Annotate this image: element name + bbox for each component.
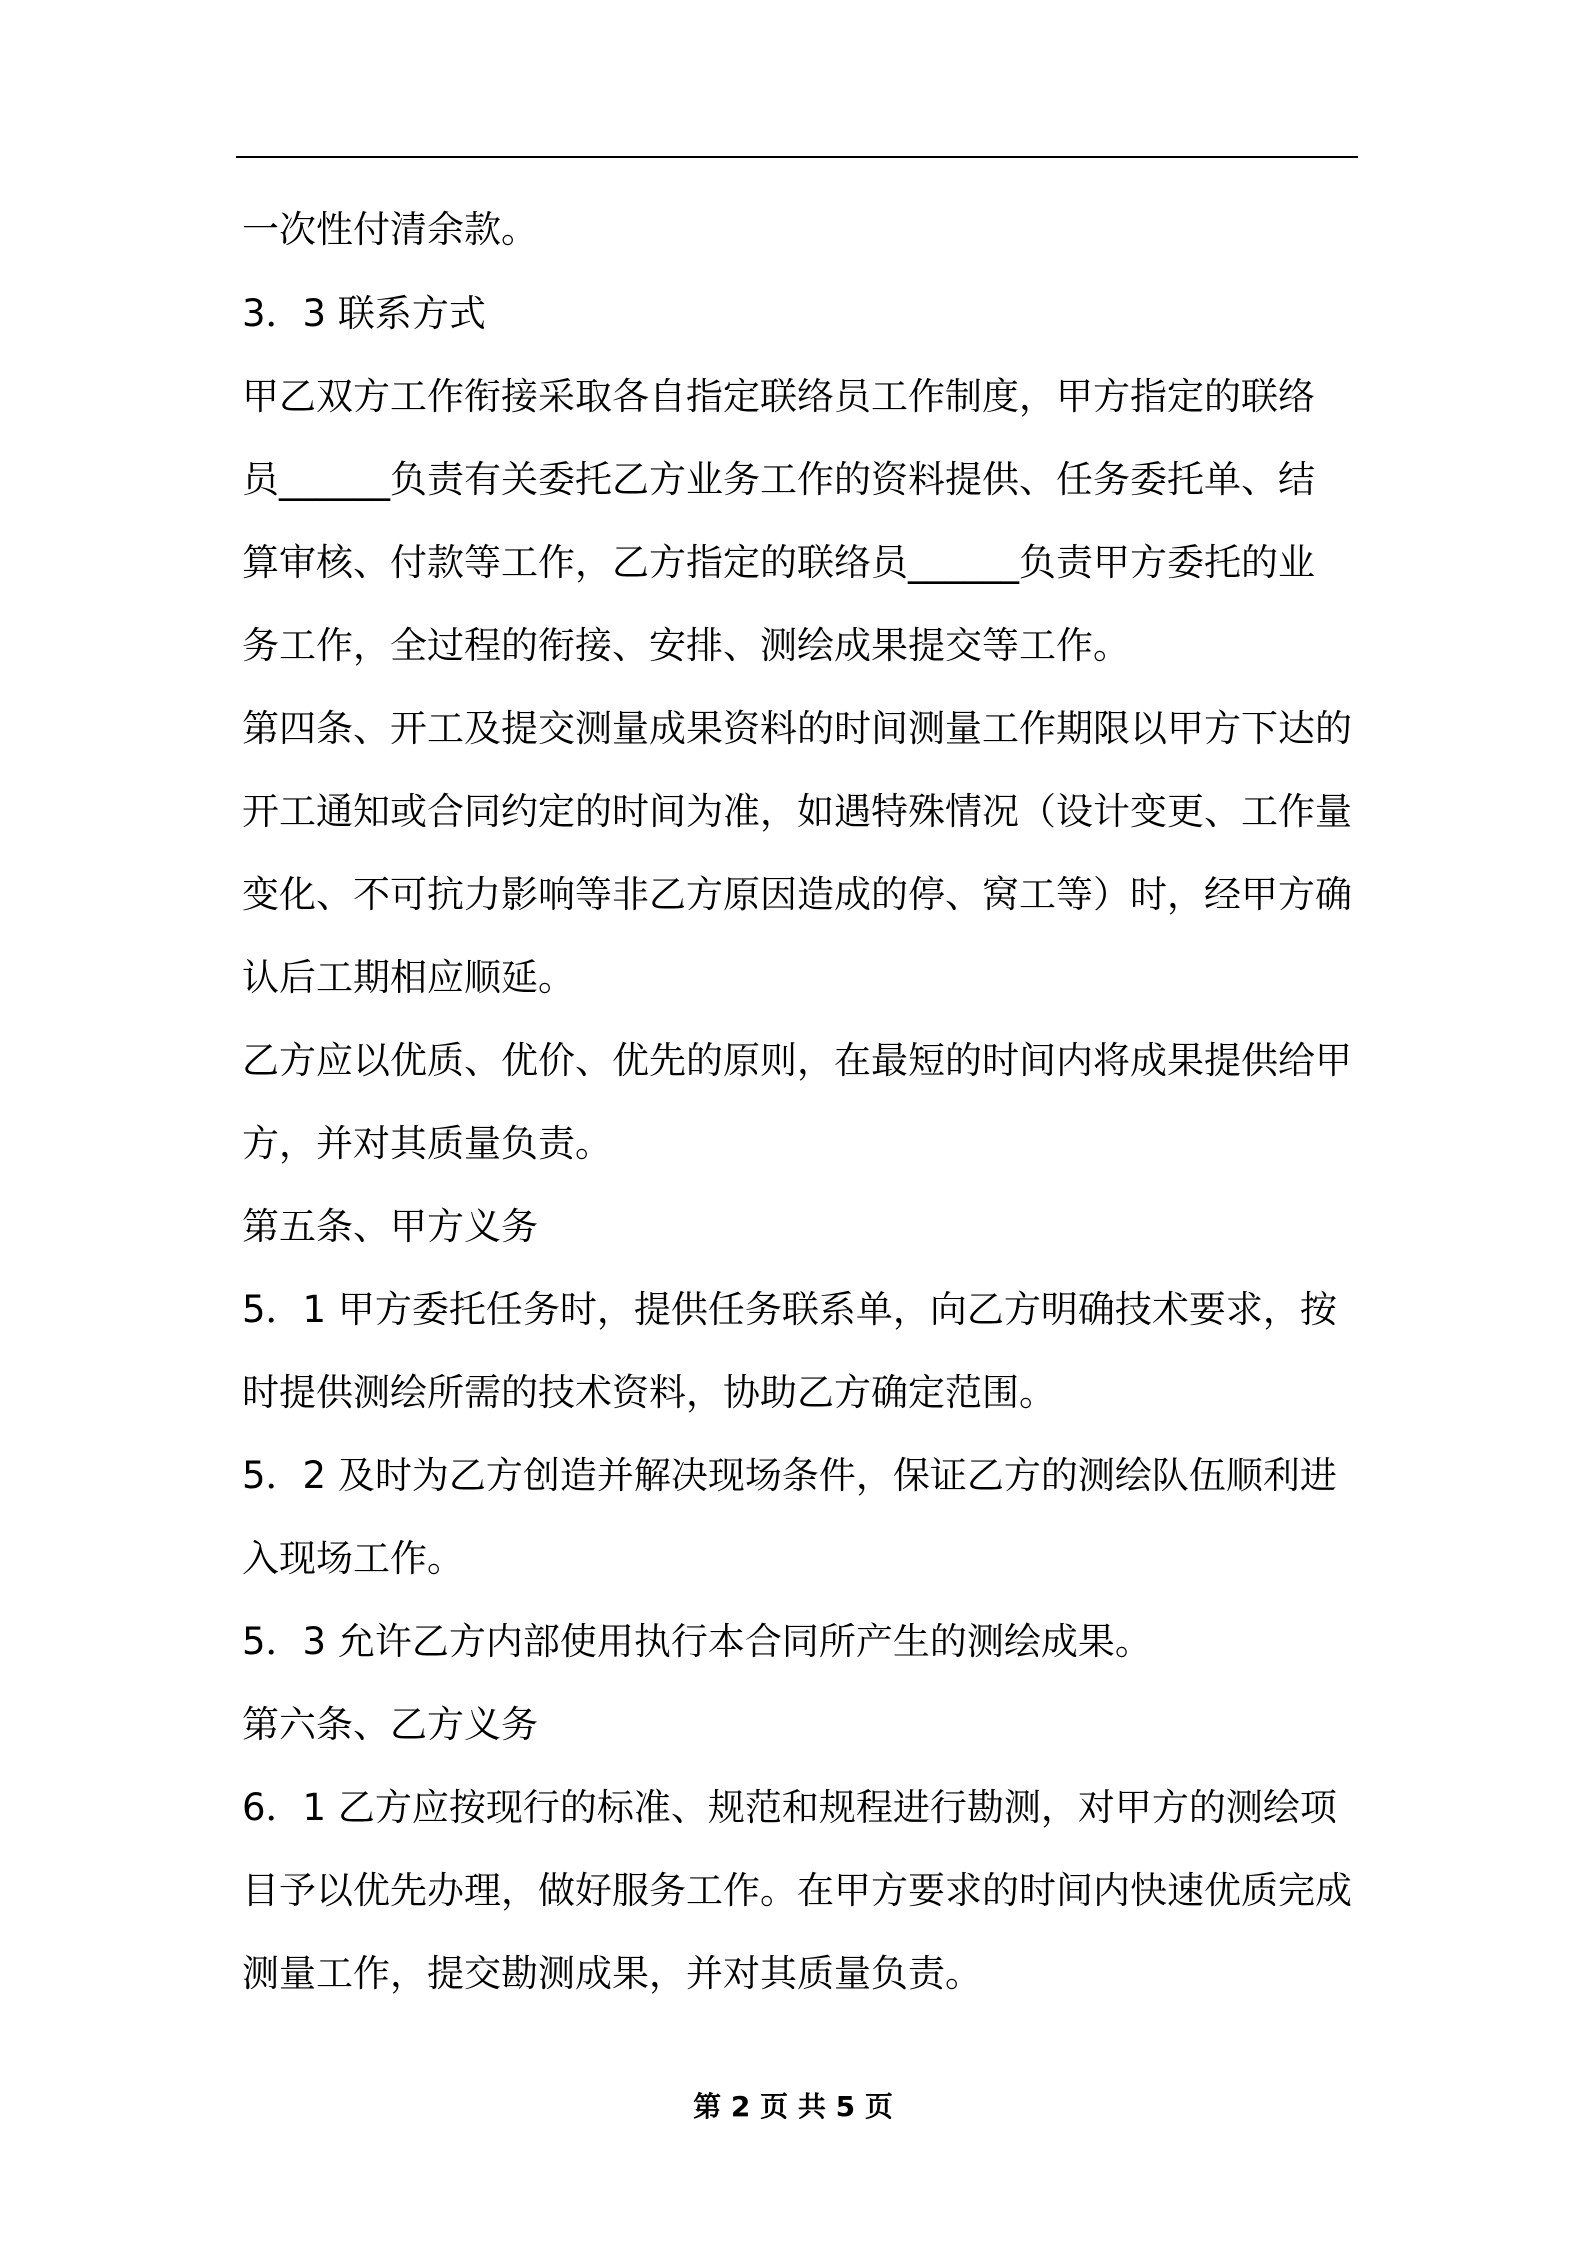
text-line: 乙方应以优质、优价、优先的原则，在最短的时间内将成果提供给甲 [242, 1039, 1352, 1082]
text-line: 时提供测绘所需的技术资料，协助乙方确定范围。 [242, 1371, 1056, 1414]
page-number: 第 2 页 共 5 页 [693, 2090, 893, 2123]
text-line: 变化、不可抗力影响等非乙方原因造成的停、窝工等）时，经甲方确 [242, 873, 1352, 916]
section-heading: 第六条、乙方义务 [242, 1703, 538, 1746]
text-line: 方，并对其质量负责。 [242, 1122, 612, 1165]
text-line: 开工通知或合同约定的时间为准，如遇特殊情况（设计变更、工作量 [242, 790, 1352, 833]
text-line: 入现场工作。 [242, 1537, 464, 1580]
text-line: 认后工期相应顺延。 [242, 956, 575, 999]
text-line: 第四条、开工及提交测量成果资料的时间测量工作期限以甲方下达的 [242, 707, 1352, 750]
text-line: 务工作，全过程的衔接、安排、测绘成果提交等工作。 [242, 624, 1130, 667]
text-line: 算审核、付款等工作，乙方指定的联络员______负责甲方委托的业 [242, 541, 1315, 584]
text-line: 5．3 允许乙方内部使用执行本合同所产生的测绘成果。 [242, 1620, 1152, 1663]
text-line: 甲乙双方工作衔接采取各自指定联络员工作制度，甲方指定的联络 [242, 375, 1315, 418]
text-line: 5．1 甲方委托任务时，提供任务联系单，向乙方明确技术要求，按 [242, 1288, 1337, 1331]
text-line: 5．2 及时为乙方创造并解决现场条件，保证乙方的测绘队伍顺利进 [242, 1454, 1337, 1497]
section-heading: 3．3 联系方式 [242, 292, 486, 335]
text-line: 测量工作，提交勘测成果，并对其质量负责。 [242, 1952, 982, 1995]
header-rule [236, 156, 1358, 158]
text-line: 目予以优先办理，做好服务工作。在甲方要求的时间内快速优质完成 [242, 1869, 1352, 1912]
section-heading: 第五条、甲方义务 [242, 1205, 538, 1248]
text-line: 一次性付清余款。 [242, 208, 538, 251]
text-line: 6．1 乙方应按现行的标准、规范和规程进行勘测，对甲方的测绘项 [242, 1786, 1337, 1829]
text-line: 员______负责有关委托乙方业务工作的资料提供、任务委托单、结 [242, 458, 1315, 501]
